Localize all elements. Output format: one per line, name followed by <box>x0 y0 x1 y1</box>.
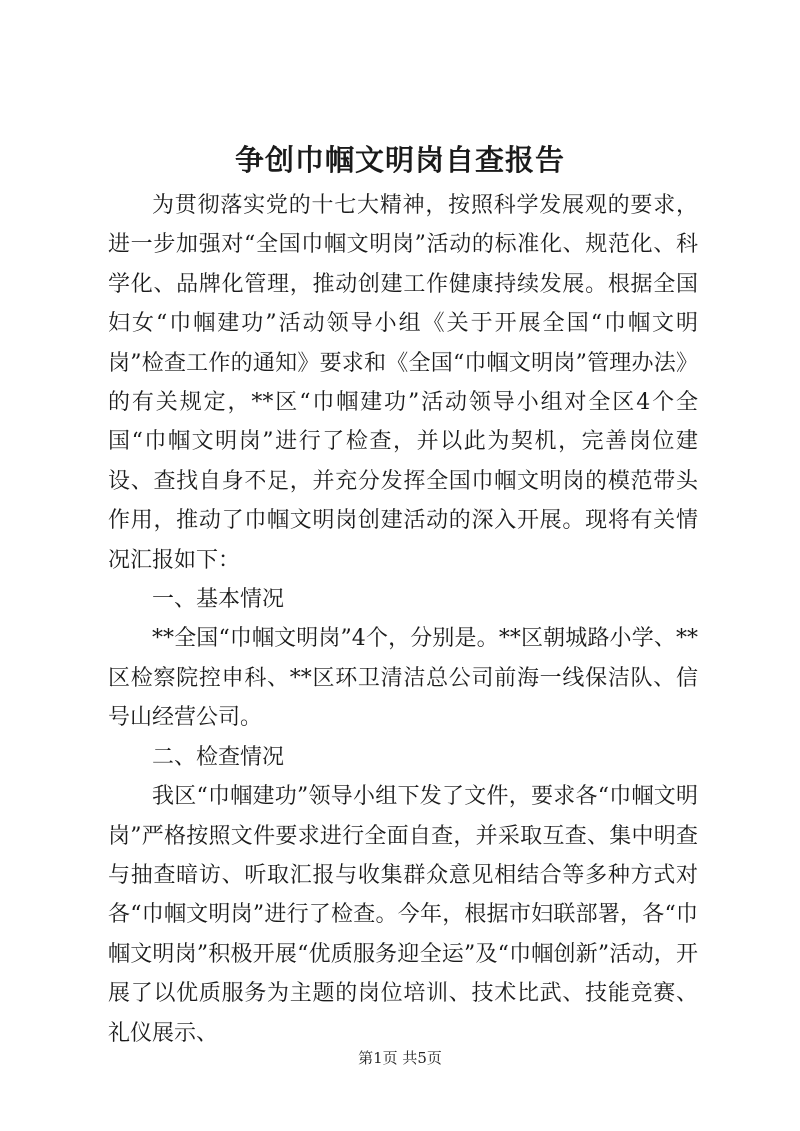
document-body <box>108 186 698 1053</box>
intro-paragraph: 为贯彻落实党的十七大精神，按照科学发展观的要求，进一步加强对“全国巾帼文明岗”活动的标准化、规范化、科学化、品牌化管理，推动创建工作健康持续发展。根据全国妇女“巾帼建功”活动领导小组《关于开展全国“巾帼文明岗”检查工作的通知》要求和《全国“巾帼文明岗”管理办法》的有关规定，**区“巾帼建功”活动领导小组对全区4个全国“巾帼文明岗”进行了检查，并以此为契机，完善岗位建设、查找自身不足，并充分发挥全国巾帼文明岗的模范带头作用，推动了巾帼文明岗创建活动的深入开展。现将有关情况汇报如下： <box>108 193 698 573</box>
section-heading-basic-info: 一、基本情况 <box>152 587 285 613</box>
document-title: 争创巾帼文明岗自查报告 <box>234 143 565 177</box>
inspection-paragraph: 我区“巾帼建功”领导小组下发了文件，要求各“巾帼文明岗”严格按照文件要求进行全面自查，并采取互查、集中明查与抽查暗访、听取汇报与收集群众意见相结合等多种方式对各“巾帼文明岗”进行了检查。今年，根据市妇联部署，各“巾帼文明岗”积极开展“优质服务迎全运”及“巾帼创新”活动，开展了以优质服务为主题的岗位培训、技术比武、技能竞赛、礼仪展示、 <box>108 784 698 1046</box>
page-footer: 第1页 共5页 <box>358 1049 442 1067</box>
section-heading-inspection: 二、检查情况 <box>152 744 285 770</box>
basic-info-paragraph: **全国“巾帼文明岗”4个，分别是。**区朝城路小学、**区检察院控申科、**区环卫清洁总公司前海一线保洁队、信号山经营公司。 <box>108 626 698 731</box>
